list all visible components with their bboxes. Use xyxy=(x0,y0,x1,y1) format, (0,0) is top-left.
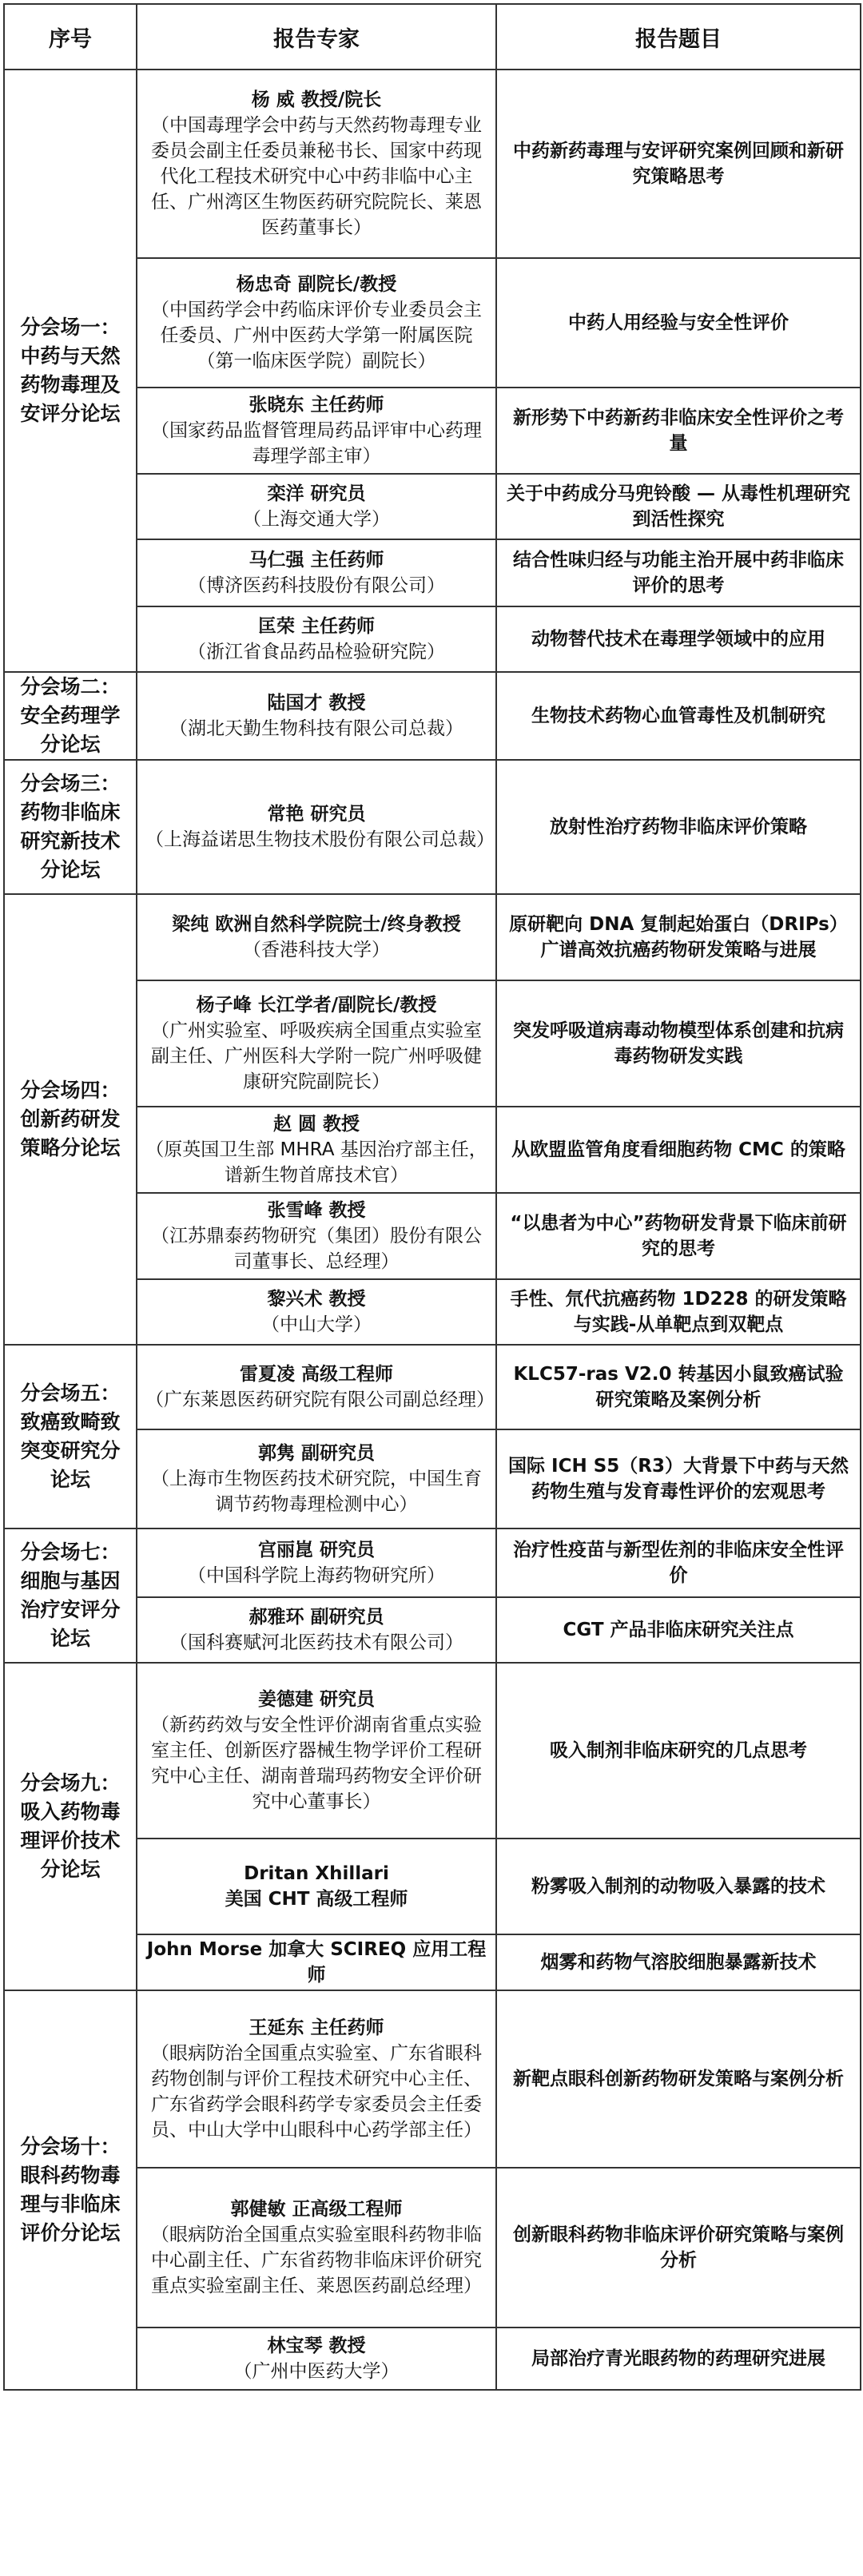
speaker-cell xyxy=(137,894,496,980)
table-row xyxy=(4,894,861,980)
table-row xyxy=(4,1663,861,1839)
header-topic: 报告题目 xyxy=(496,4,861,70)
speaker-cell xyxy=(137,539,496,606)
session-name: 分会场七：细胞与基因治疗安评分论坛 xyxy=(4,1529,137,1663)
speaker-affiliation: （湖北天勤生物科技有限公司总裁） xyxy=(169,718,463,739)
report-topic: 从欧盟监管角度看细胞药物 CMC 的策略 xyxy=(496,1107,861,1193)
report-topic: CGT 产品非临床研究关注点 xyxy=(496,1597,861,1663)
speaker-name: 宫丽崑 研究员 xyxy=(257,1540,375,1560)
speaker-affiliation: （中国科学院上海药物研究所） xyxy=(188,1565,445,1586)
speaker-cell xyxy=(137,2328,496,2390)
session-name: 分会场二：安全药理学分论坛 xyxy=(4,672,137,760)
speaker-name: 姜德建 研究员 xyxy=(257,1689,375,1710)
report-topic: 国际 ICH S5（R3）大背景下中药与天然药物生殖与发育毒性评价的宏观思考 xyxy=(496,1429,861,1529)
speaker-cell xyxy=(137,1597,496,1663)
speaker-affiliation: （国科赛赋河北医药技术有限公司） xyxy=(169,1632,463,1653)
speaker-name: 杨 威 教授/院长 xyxy=(251,89,382,110)
speaker-cell xyxy=(137,70,496,258)
session-name: 分会场五：致癌致畸致突变研究分论坛 xyxy=(4,1345,137,1529)
header-speaker: 报告专家 xyxy=(137,4,496,70)
speaker-affiliation: （上海益诺思生物技术股份有限公司总裁） xyxy=(145,829,495,850)
report-topic: 新靶点眼科创新药物研发策略与案例分析 xyxy=(496,1990,861,2168)
session-name: 分会场十：眼科药物毒理与非临床评价分论坛 xyxy=(4,1990,137,2390)
report-topic: 局部治疗青光眼药物的药理研究进展 xyxy=(496,2328,861,2390)
speaker-affiliation: （国家药品监督管理局药品评审中心药理毒理学部主审） xyxy=(151,420,482,467)
report-topic: 手性、氘代抗癌药物 1D228 的研发策略与实践-从单靶点到双靶点 xyxy=(496,1279,861,1345)
report-topic: 烟雾和药物气溶胶细胞暴露新技术 xyxy=(496,1934,861,1990)
speaker-affiliation: （广州中医药大学） xyxy=(233,2361,400,2382)
schedule-body xyxy=(4,70,861,2390)
speaker-name: John Morse 加拿大 SCIREQ 应用工程师 xyxy=(146,1939,487,1986)
speaker-affiliation: （新药药效与安全性评价湖南省重点实验室主任、创新医疗器械生物学评价工程研究中心主任、湖南普瑞玛药物安全评价研究中心董事长） xyxy=(151,1715,482,1812)
speaker-cell xyxy=(137,1429,496,1529)
speaker-cell xyxy=(137,1529,496,1597)
speaker-name: Dritan Xhillari xyxy=(244,1863,389,1884)
report-topic: 突发呼吸道病毒动物模型体系创建和抗病毒药物研发实践 xyxy=(496,980,861,1107)
report-topic: 创新眼科药物非临床评价研究策略与案例分析 xyxy=(496,2168,861,2328)
table-row xyxy=(4,1345,861,1429)
table-row xyxy=(4,1990,861,2168)
speaker-name: 常艳 研究员 xyxy=(267,804,366,825)
speaker-name: 杨忠奇 副院长/教授 xyxy=(236,274,397,295)
speaker-cell xyxy=(137,1990,496,2168)
speaker-cell xyxy=(137,1839,496,1934)
speaker-affiliation: （浙江省食品药品检验研究院） xyxy=(188,642,445,662)
speaker-name: 匡荣 主任药师 xyxy=(257,616,375,637)
session-name: 分会场九：吸入药物毒理评价技术分论坛 xyxy=(4,1663,137,1990)
speaker-name: 马仁强 主任药师 xyxy=(249,550,384,570)
speaker-name: 郭隽 副研究员 xyxy=(257,1443,375,1464)
speaker-affiliation: （上海市生物医药技术研究院，中国生育调节药物毒理检测中心） xyxy=(151,1469,482,1515)
speaker-name: 郝雅环 副研究员 xyxy=(249,1607,384,1628)
report-topic: 吸入制剂非临床研究的几点思考 xyxy=(496,1663,861,1839)
speaker-cell xyxy=(137,672,496,760)
session-name: 分会场四：创新药研发策略分论坛 xyxy=(4,894,137,1345)
session-name: 分会场一：中药与天然药物毒理及安评分论坛 xyxy=(4,70,137,672)
speaker-cell xyxy=(137,1279,496,1345)
speaker-name: 梁纯 欧洲自然科学院院士/终身教授 xyxy=(172,914,461,935)
schedule-table xyxy=(3,3,861,2391)
speaker-cell xyxy=(137,258,496,388)
speaker-affiliation: （中国药学会中药临床评价专业委员会主任委员、广州中医药大学第一附属医院（第一临床医学院）副院长） xyxy=(151,300,482,372)
speaker-affiliation: （眼病防治全国重点实验室、广东省眼科药物创制与评价工程技术研究中心主任、广东省药学会眼科药学专家委员会主任委员、中山大学中山眼科中心药学部主任） xyxy=(151,2043,482,2141)
speaker-affiliation: （中国毒理学会中药与天然药物毒理专业委员会副主任委员兼秘书长、国家中药现代化工程技术研究中心中药非临中心主任、广州湾区生物医药研究院院长、莱恩医药董事长） xyxy=(151,115,482,238)
speaker-cell xyxy=(137,1934,496,1990)
speaker-name: 王延东 主任药师 xyxy=(249,2017,384,2038)
header-row xyxy=(4,4,861,70)
speaker-name: 郭健敏 正高级工程师 xyxy=(230,2199,403,2220)
report-topic: 放射性治疗药物非临床评价策略 xyxy=(496,760,861,894)
speaker-cell xyxy=(137,1193,496,1279)
speaker-name: 杨子峰 长江学者/副院长/教授 xyxy=(196,995,437,1016)
report-topic: 治疗性疫苗与新型佐剂的非临床安全性评价 xyxy=(496,1529,861,1597)
speaker-cell xyxy=(137,980,496,1107)
speaker-cell xyxy=(137,1345,496,1429)
speaker-affiliation: 美国 CHT 高级工程师 xyxy=(225,1889,408,1910)
speaker-cell xyxy=(137,474,496,539)
session-name: 分会场三：药物非临床研究新技术分论坛 xyxy=(4,760,137,894)
speaker-affiliation: （上海交通大学） xyxy=(243,509,390,530)
speaker-affiliation: （江苏鼎泰药物研究（集团）股份有限公司董事长、总经理） xyxy=(151,1226,482,1272)
report-topic: “以患者为中心”药物研发背景下临床前研究的思考 xyxy=(496,1193,861,1279)
report-topic: 结合性味归经与功能主治开展中药非临床评价的思考 xyxy=(496,539,861,606)
table-row xyxy=(4,70,861,258)
report-topic: 新形势下中药新药非临床安全性评价之考量 xyxy=(496,388,861,474)
report-topic: 动物替代技术在毒理学领域中的应用 xyxy=(496,606,861,672)
speaker-name: 张雪峰 教授 xyxy=(267,1200,366,1221)
speaker-name: 林宝琴 教授 xyxy=(267,2335,366,2356)
speaker-name: 雷夏凌 高级工程师 xyxy=(239,1364,393,1385)
speaker-name: 黎兴术 教授 xyxy=(267,1289,366,1310)
speaker-cell xyxy=(137,1663,496,1839)
report-topic: 关于中药成分马兜铃酸 — 从毒性机理研究到活性探究 xyxy=(496,474,861,539)
report-topic: 粉雾吸入制剂的动物吸入暴露的技术 xyxy=(496,1839,861,1934)
report-topic: KLC57-ras V2.0 转基因小鼠致癌试验研究策略及案例分析 xyxy=(496,1345,861,1429)
speaker-affiliation: （香港科技大学） xyxy=(243,940,390,960)
speaker-affiliation: （中山大学） xyxy=(261,1314,372,1335)
speaker-cell xyxy=(137,2168,496,2328)
speaker-cell xyxy=(137,606,496,672)
speaker-affiliation: （广州实验室、呼吸疾病全国重点实验室副主任、广州医科大学附一院广州呼吸健康研究院副院长） xyxy=(151,1020,482,1092)
speaker-affiliation: （眼病防治全国重点实验室眼科药物非临中心副主任、广东省药物非临床评价研究重点实验室副主任、莱恩医药副总经理） xyxy=(151,2224,482,2296)
report-topic: 原研靶向 DNA 复制起始蛋白（DRIPs）广谱高效抗癌药物研发策略与进展 xyxy=(496,894,861,980)
speaker-cell xyxy=(137,388,496,474)
speaker-affiliation: （广东莱恩医药研究院有限公司副总经理） xyxy=(145,1389,495,1410)
speaker-affiliation: （博济医药科技股份有限公司） xyxy=(188,575,445,596)
speaker-cell xyxy=(137,1107,496,1193)
speaker-name: 张晓东 主任药师 xyxy=(249,395,384,415)
table-row xyxy=(4,672,861,760)
report-topic: 中药人用经验与安全性评价 xyxy=(496,258,861,388)
speaker-name: 栾洋 研究员 xyxy=(267,483,366,504)
speaker-name: 赵 圆 教授 xyxy=(272,1114,360,1135)
report-topic: 生物技术药物心血管毒性及机制研究 xyxy=(496,672,861,760)
speaker-affiliation: （原英国卫生部 MHRA 基因治疗部主任，谱新生物首席技术官） xyxy=(145,1139,487,1186)
speaker-cell xyxy=(137,760,496,894)
header-sequence: 序号 xyxy=(4,4,137,70)
table-row xyxy=(4,1529,861,1597)
report-topic: 中药新药毒理与安评研究案例回顾和新研究策略思考 xyxy=(496,70,861,258)
table-row xyxy=(4,760,861,894)
speaker-name: 陆国才 教授 xyxy=(267,693,366,714)
